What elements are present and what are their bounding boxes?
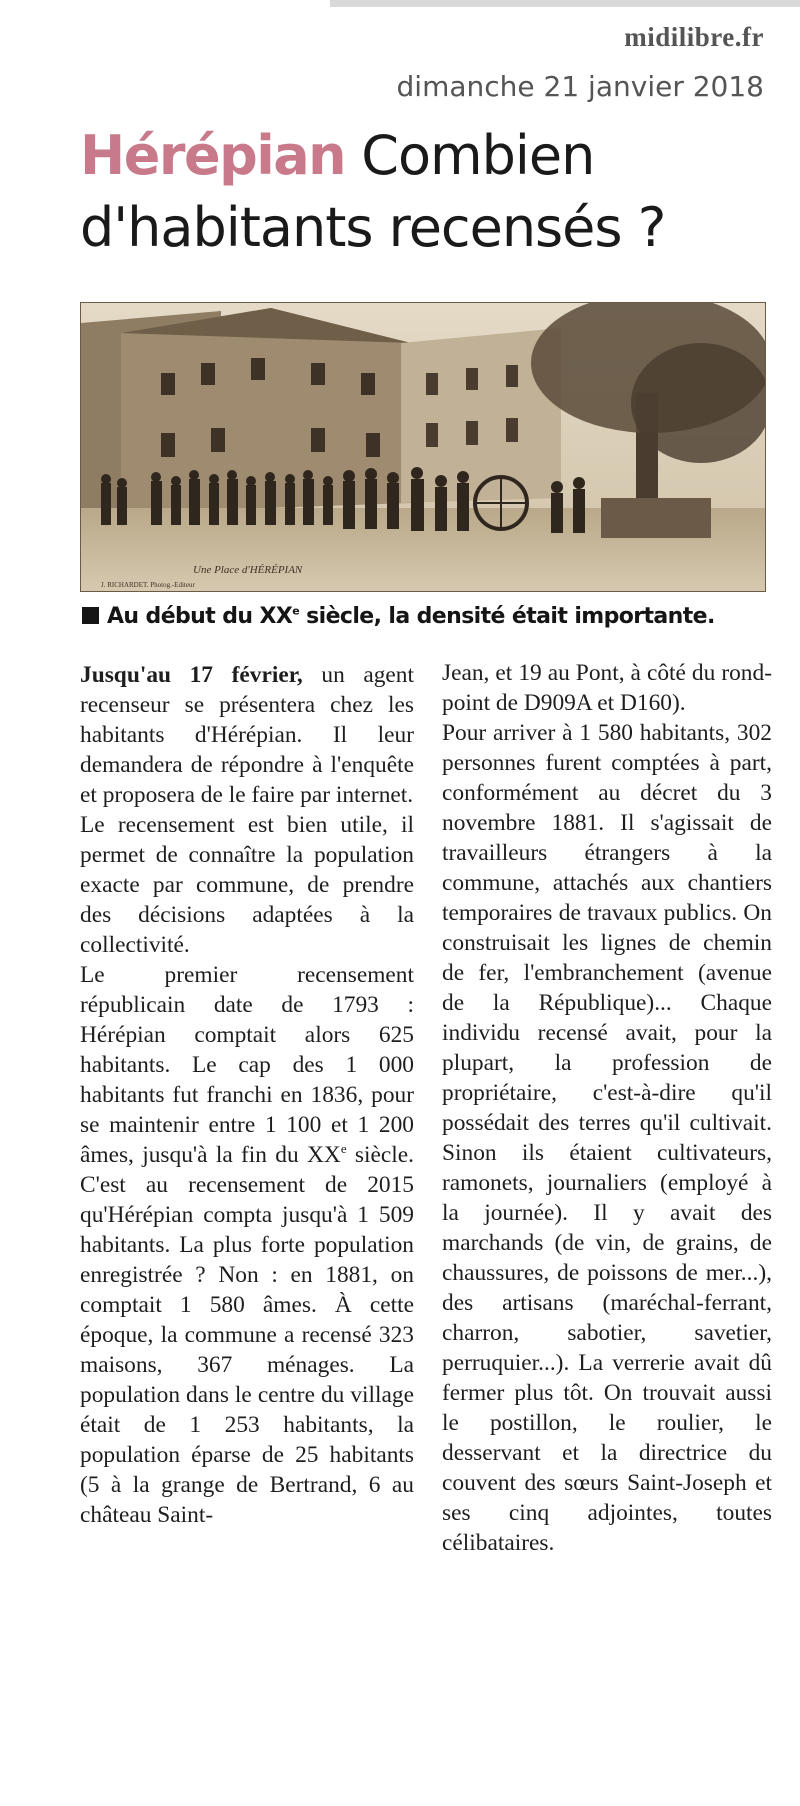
article-column-left	[80, 660, 414, 1530]
article-p1-text: un agent recenseur se présentera chez les habitants d'Hérépian. Il leur demandera de répondre à l'enquête et proposera de le faire par internet.	[80, 662, 414, 808]
headline	[80, 120, 780, 264]
photo-caption	[82, 604, 715, 629]
article-paragraph-3	[80, 960, 414, 1530]
historic-photo	[80, 302, 766, 592]
headline-line-1-rest: Combien	[361, 124, 595, 187]
publication-date: dimanche 21 janvier 2018	[396, 70, 764, 103]
article-p3-sup: e	[340, 1141, 347, 1157]
photo-inscription: Une Place d'HÉRÉPIAN	[193, 564, 303, 576]
article-paragraph-3-continued: Jean, et 19 au Pont, à côté du rond-point de D909A et D160).	[442, 660, 772, 716]
article-lead: Jusqu'au 17 février,	[80, 662, 303, 688]
article-paragraph-4: Pour arriver à 1 580 habitants, 302 personnes furent comptées à part, conformément au décret du 3 novembre 1881. Il s'agissait de travailleurs étrangers à la commune, attachés aux chantiers temporaires de travaux publics. On construisait les lignes de chemin de fer, l'embranchement (avenue de la République)... Chaque individu recensé avait, pour la plupart, la profession de propriétaire, c'est-à-dire qu'il possédait des terres qu'il cultivait. Sinon ils étaient cultivateurs, ramonets, journaliers (employé à la journée). Il y avait des marchands (de vin, de grains, de chaussures, de poissons de mer...), des artisans (maréchal-ferrant, charron, sabotier, savetier, perruquier...). La verrerie avait dû fermer plus tôt. On trouvait aussi le postillon, le roulier, le desservant et la directrice du couvent des sœurs Saint-Joseph et ses cinq adjointes, toutes célibataires.	[442, 720, 772, 1556]
historic-photo-illustration	[81, 303, 765, 591]
source-label: midilibre.fr	[624, 22, 764, 52]
top-scan-strip	[330, 0, 800, 7]
article-p3-part1: Le premier recensement républicain date de 1793 : Hérépian comptait alors 625 habitants. Le cap des 1 000 habitants fut franchi en 1836, pour se maintenir entre 1 100 et 1 200 âmes, jusqu'à la fin du XX	[80, 962, 414, 1168]
article-paragraph-2: Le recensement est bien utile, il permet de connaître la population exacte par commune, de prendre des décisions adaptées à la collectivité.	[80, 812, 414, 958]
photo-fountain	[601, 498, 711, 538]
article-paragraph-1	[80, 660, 414, 810]
caption-text-1: Au début du XX	[107, 604, 293, 629]
caption-sup: e	[292, 604, 300, 618]
headline-line-2: d'habitants recensés ?	[80, 196, 666, 259]
photo-publisher: J. RICHARDET. Photog.-Editeur	[101, 581, 195, 589]
headline-line-1	[80, 120, 780, 192]
article-p3-part2: siècle. C'est au recensement de 2015 qu'Hérépian compta jusqu'à 1 509 habitants. La plus forte population enregistrée ? Non : en 1881, on comptait 1 580 âmes. À cette époque, la commune a recensé 323 maisons, 367 ménages. La population dans le centre du village était de 1 253 habitants, la population éparse de 25 habitants (5 à la grange de Bertrand, 6 au château Saint-	[80, 1142, 415, 1528]
headline-town: Hérépian	[80, 124, 346, 187]
caption-text-2: siècle, la densité était importante.	[299, 604, 715, 629]
caption-bullet-icon	[82, 607, 99, 624]
article-column-right	[442, 658, 772, 1558]
